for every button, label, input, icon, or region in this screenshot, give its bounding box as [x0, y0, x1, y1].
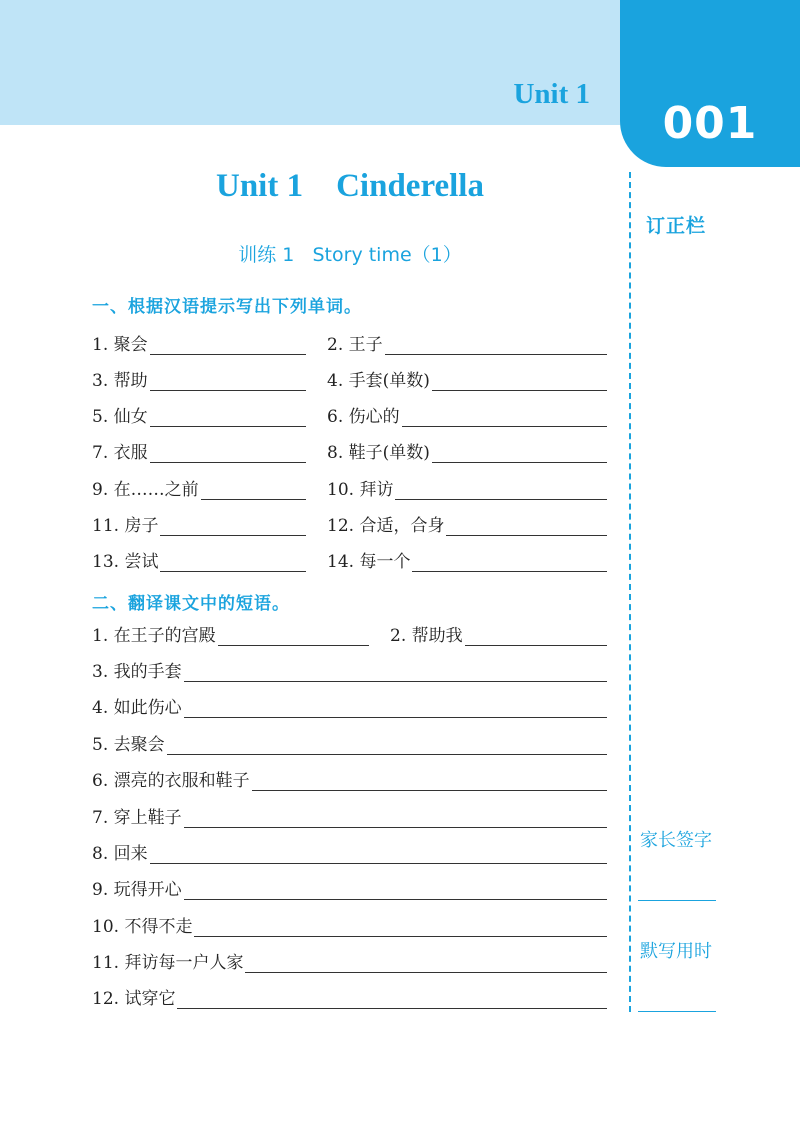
phrase-prompt: 7. 穿上鞋子 — [92, 808, 182, 828]
phrase-prompt: 5. 去聚会 — [92, 735, 165, 755]
answer-blank[interactable] — [218, 627, 369, 646]
answer-blank[interactable] — [177, 990, 607, 1009]
word-prompt: 2. 王子 — [327, 335, 383, 355]
word-item[interactable] — [327, 480, 607, 500]
phrase-prompt: 10. 不得不走 — [92, 917, 193, 937]
phrase-item[interactable] — [390, 626, 607, 646]
phrase-item[interactable] — [92, 662, 607, 682]
word-prompt: 14. 每一个 — [327, 552, 411, 572]
word-item[interactable] — [92, 552, 306, 572]
phrase-prompt: 12. 试穿它 — [92, 989, 176, 1009]
parent-signature-label: 家长签字 — [640, 830, 712, 851]
word-prompt: 5. 仙女 — [92, 407, 148, 427]
answer-blank[interactable] — [150, 408, 306, 427]
answer-blank[interactable] — [412, 553, 607, 572]
phrase-item[interactable] — [92, 880, 607, 900]
phrase-prompt: 1. 在王子的宫殿 — [92, 626, 216, 646]
word-prompt: 11. 房子 — [92, 516, 159, 536]
phrase-item[interactable] — [92, 844, 607, 864]
correction-column-title: 订正栏 — [646, 215, 707, 237]
phrase-prompt: 9. 玩得开心 — [92, 880, 182, 900]
answer-blank[interactable] — [150, 372, 306, 391]
word-prompt: 4. 手套(单数) — [327, 371, 430, 391]
answer-blank[interactable] — [395, 481, 607, 500]
word-item[interactable] — [327, 371, 607, 391]
answer-blank[interactable] — [432, 444, 607, 463]
section1-heading: 一、根据汉语提示写出下列单词。 — [92, 297, 362, 317]
word-item[interactable] — [92, 480, 306, 500]
phrase-prompt: 2. 帮助我 — [390, 626, 463, 646]
parent-signature-blank[interactable] — [638, 900, 716, 901]
unit-label: Unit 1 — [513, 78, 590, 110]
answer-blank[interactable] — [184, 881, 607, 900]
phrase-prompt: 11. 拜访每一户人家 — [92, 953, 244, 973]
answer-blank[interactable] — [160, 517, 306, 536]
word-item[interactable] — [92, 335, 306, 355]
phrase-item[interactable] — [92, 771, 607, 791]
word-prompt: 12. 合适，合身 — [327, 516, 445, 536]
word-item[interactable] — [92, 371, 306, 391]
dictation-time-label: 默写用时 — [640, 941, 712, 962]
phrase-item[interactable] — [92, 953, 607, 973]
phrase-prompt: 3. 我的手套 — [92, 662, 182, 682]
word-item[interactable] — [92, 516, 306, 536]
phrase-item[interactable] — [92, 626, 369, 646]
phrase-item[interactable] — [92, 917, 607, 937]
phrase-item[interactable] — [92, 735, 607, 755]
answer-blank[interactable] — [252, 772, 607, 791]
phrase-item[interactable] — [92, 698, 607, 718]
answer-blank[interactable] — [184, 699, 607, 718]
answer-blank[interactable] — [201, 481, 306, 500]
page-number-tab — [620, 0, 800, 167]
word-prompt: 13. 尝试 — [92, 552, 159, 572]
answer-blank[interactable] — [432, 372, 607, 391]
dictation-time-blank[interactable] — [638, 1011, 716, 1012]
word-prompt: 6. 伤心的 — [327, 407, 400, 427]
word-item[interactable] — [92, 443, 306, 463]
word-item[interactable] — [327, 443, 607, 463]
answer-blank[interactable] — [184, 809, 607, 828]
phrase-item[interactable] — [92, 989, 607, 1009]
word-item[interactable] — [327, 516, 607, 536]
phrase-prompt: 4. 如此伤心 — [92, 698, 182, 718]
answer-blank[interactable] — [150, 336, 306, 355]
word-prompt: 10. 拜访 — [327, 480, 394, 500]
answer-blank[interactable] — [194, 918, 607, 937]
word-prompt: 1. 聚会 — [92, 335, 148, 355]
answer-blank[interactable] — [150, 845, 607, 864]
answer-blank[interactable] — [465, 627, 607, 646]
answer-blank[interactable] — [245, 954, 607, 973]
word-item[interactable] — [327, 335, 607, 355]
section2-heading: 二、翻译课文中的短语。 — [92, 594, 290, 614]
word-prompt: 8. 鞋子(单数) — [327, 443, 430, 463]
answer-blank[interactable] — [150, 444, 306, 463]
answer-blank[interactable] — [160, 553, 306, 572]
word-prompt: 9. 在……之前 — [92, 480, 199, 500]
word-item[interactable] — [327, 552, 607, 572]
phrase-item[interactable] — [92, 808, 607, 828]
word-prompt: 3. 帮助 — [92, 371, 148, 391]
page-number: 001 — [662, 98, 758, 149]
answer-blank[interactable] — [402, 408, 607, 427]
word-item[interactable] — [327, 407, 607, 427]
page-title: Unit 1 Cinderella — [216, 168, 484, 204]
word-prompt: 7. 衣服 — [92, 443, 148, 463]
answer-blank[interactable] — [446, 517, 607, 536]
word-item[interactable] — [92, 407, 306, 427]
answer-blank[interactable] — [167, 736, 607, 755]
answer-blank[interactable] — [385, 336, 607, 355]
exercise-subtitle: 训练 1 Story time（1） — [238, 244, 462, 266]
sidebar-divider — [629, 172, 631, 1012]
answer-blank[interactable] — [184, 663, 607, 682]
phrase-prompt: 6. 漂亮的衣服和鞋子 — [92, 771, 250, 791]
phrase-prompt: 8. 回来 — [92, 844, 148, 864]
